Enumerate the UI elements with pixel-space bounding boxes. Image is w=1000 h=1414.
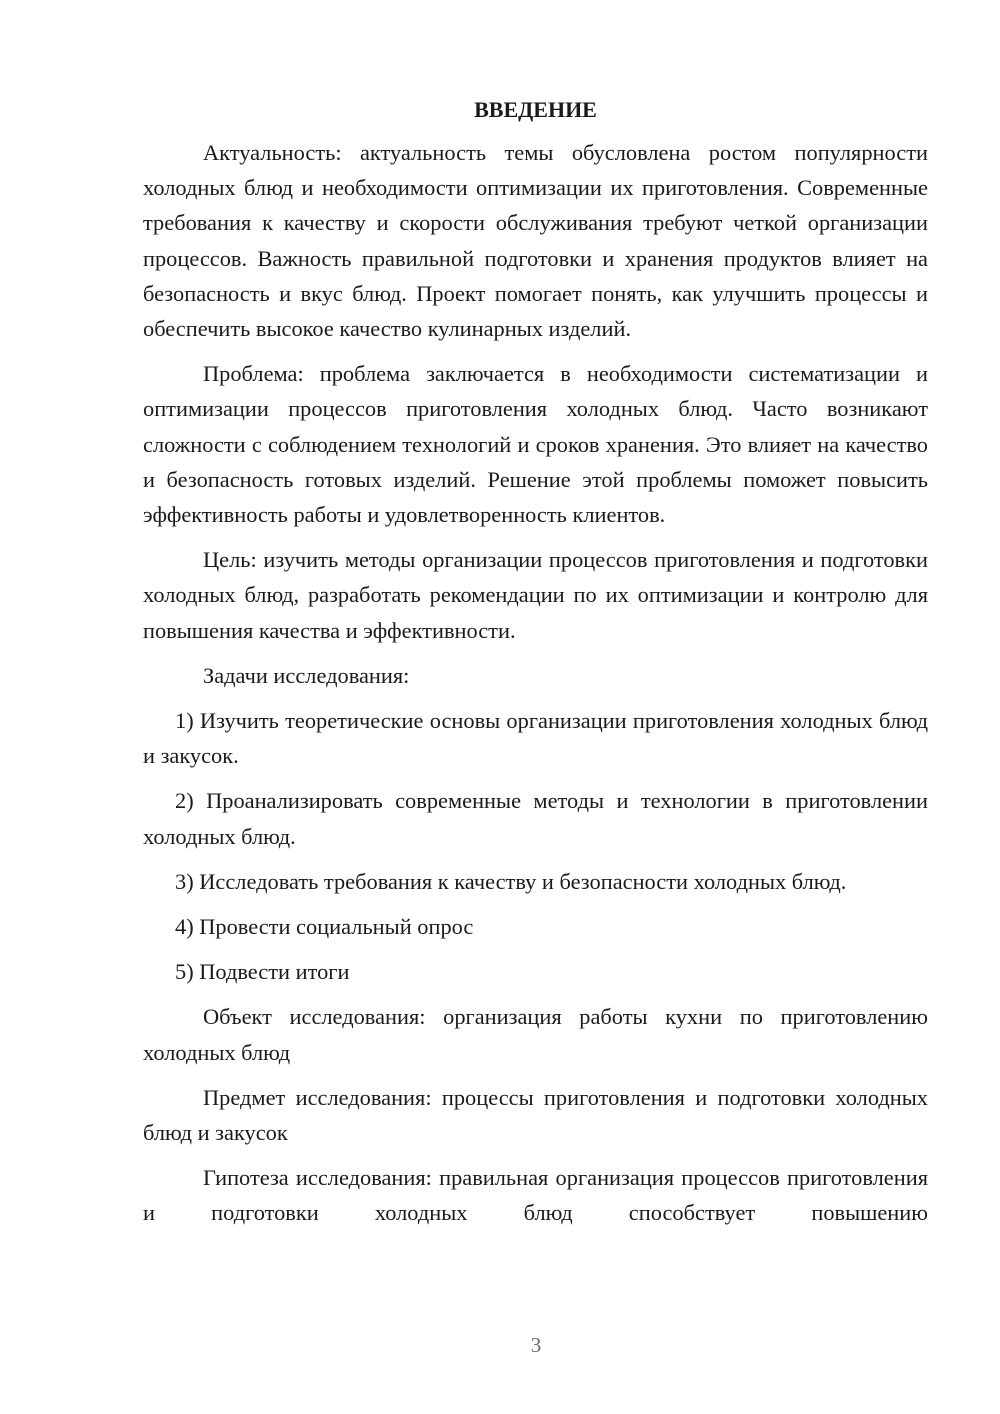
task-item-4: 4) Провести социальный опрос — [175, 914, 474, 940]
relevance-paragraph: Актуальность: актуальность темы обусловлена ростом популярности холодных блюд и необходимости оптимизации их приготовления. Современные требования к качеству и скорости обслуживания требуют четкой организации процессов. Важность правильной подготовки и хранения продуктов влияет на безопасность и вкус блюд. Проект помогает понять, как улучшить процессы и обеспечить высокое качество кулинарных изделий. — [143, 140, 928, 342]
task-item-3: 3) Исследовать требования к качеству и безопасности холодных блюд. — [175, 868, 847, 894]
hypothesis-paragraph: Гипотеза исследования: правильная организация процессов приготовления и подготовки холодных блюд способствует повышению — [143, 1165, 928, 1226]
task-item-2: 2) Проанализировать современные методы и технологии в приготовлении холодных блюд. — [143, 788, 928, 849]
page-title: ВВЕДЕНИЕ — [474, 97, 597, 122]
tasks-heading: Задачи исследования: — [203, 662, 410, 688]
task-item-5: 5) Подвести итоги — [175, 959, 350, 985]
subject-paragraph: Предмет исследования: процессы приготовления и подготовки холодных блюд и закусок — [143, 1084, 928, 1146]
object-paragraph: Объект исследования: организация работы кухни по приготовлению холодных блюд — [143, 1004, 928, 1065]
goal-paragraph: Цель: изучить методы организации процессов приготовления и подготовки холодных блюд, разработать рекомендации по их оптимизации и контролю для повышения качества и эффективности. — [143, 547, 928, 643]
problem-paragraph: Проблема: проблема заключается в необходимости систематизации и оптимизации процессов приготовления холодных блюд. Часто возникают сложности с соблюдением технологий и сроков хранения. Это влияет на качество и безопасность готовых изделий. Решение этой проблемы поможет повысить эффективность работы и удовлетворенность клиентов. — [143, 361, 928, 528]
document-page — [143, 96, 928, 1231]
page-number: 3 — [530, 1333, 542, 1357]
task-item-1: 1) Изучить теоретические основы организации приготовления холодных блюд и закусок. — [143, 708, 928, 769]
